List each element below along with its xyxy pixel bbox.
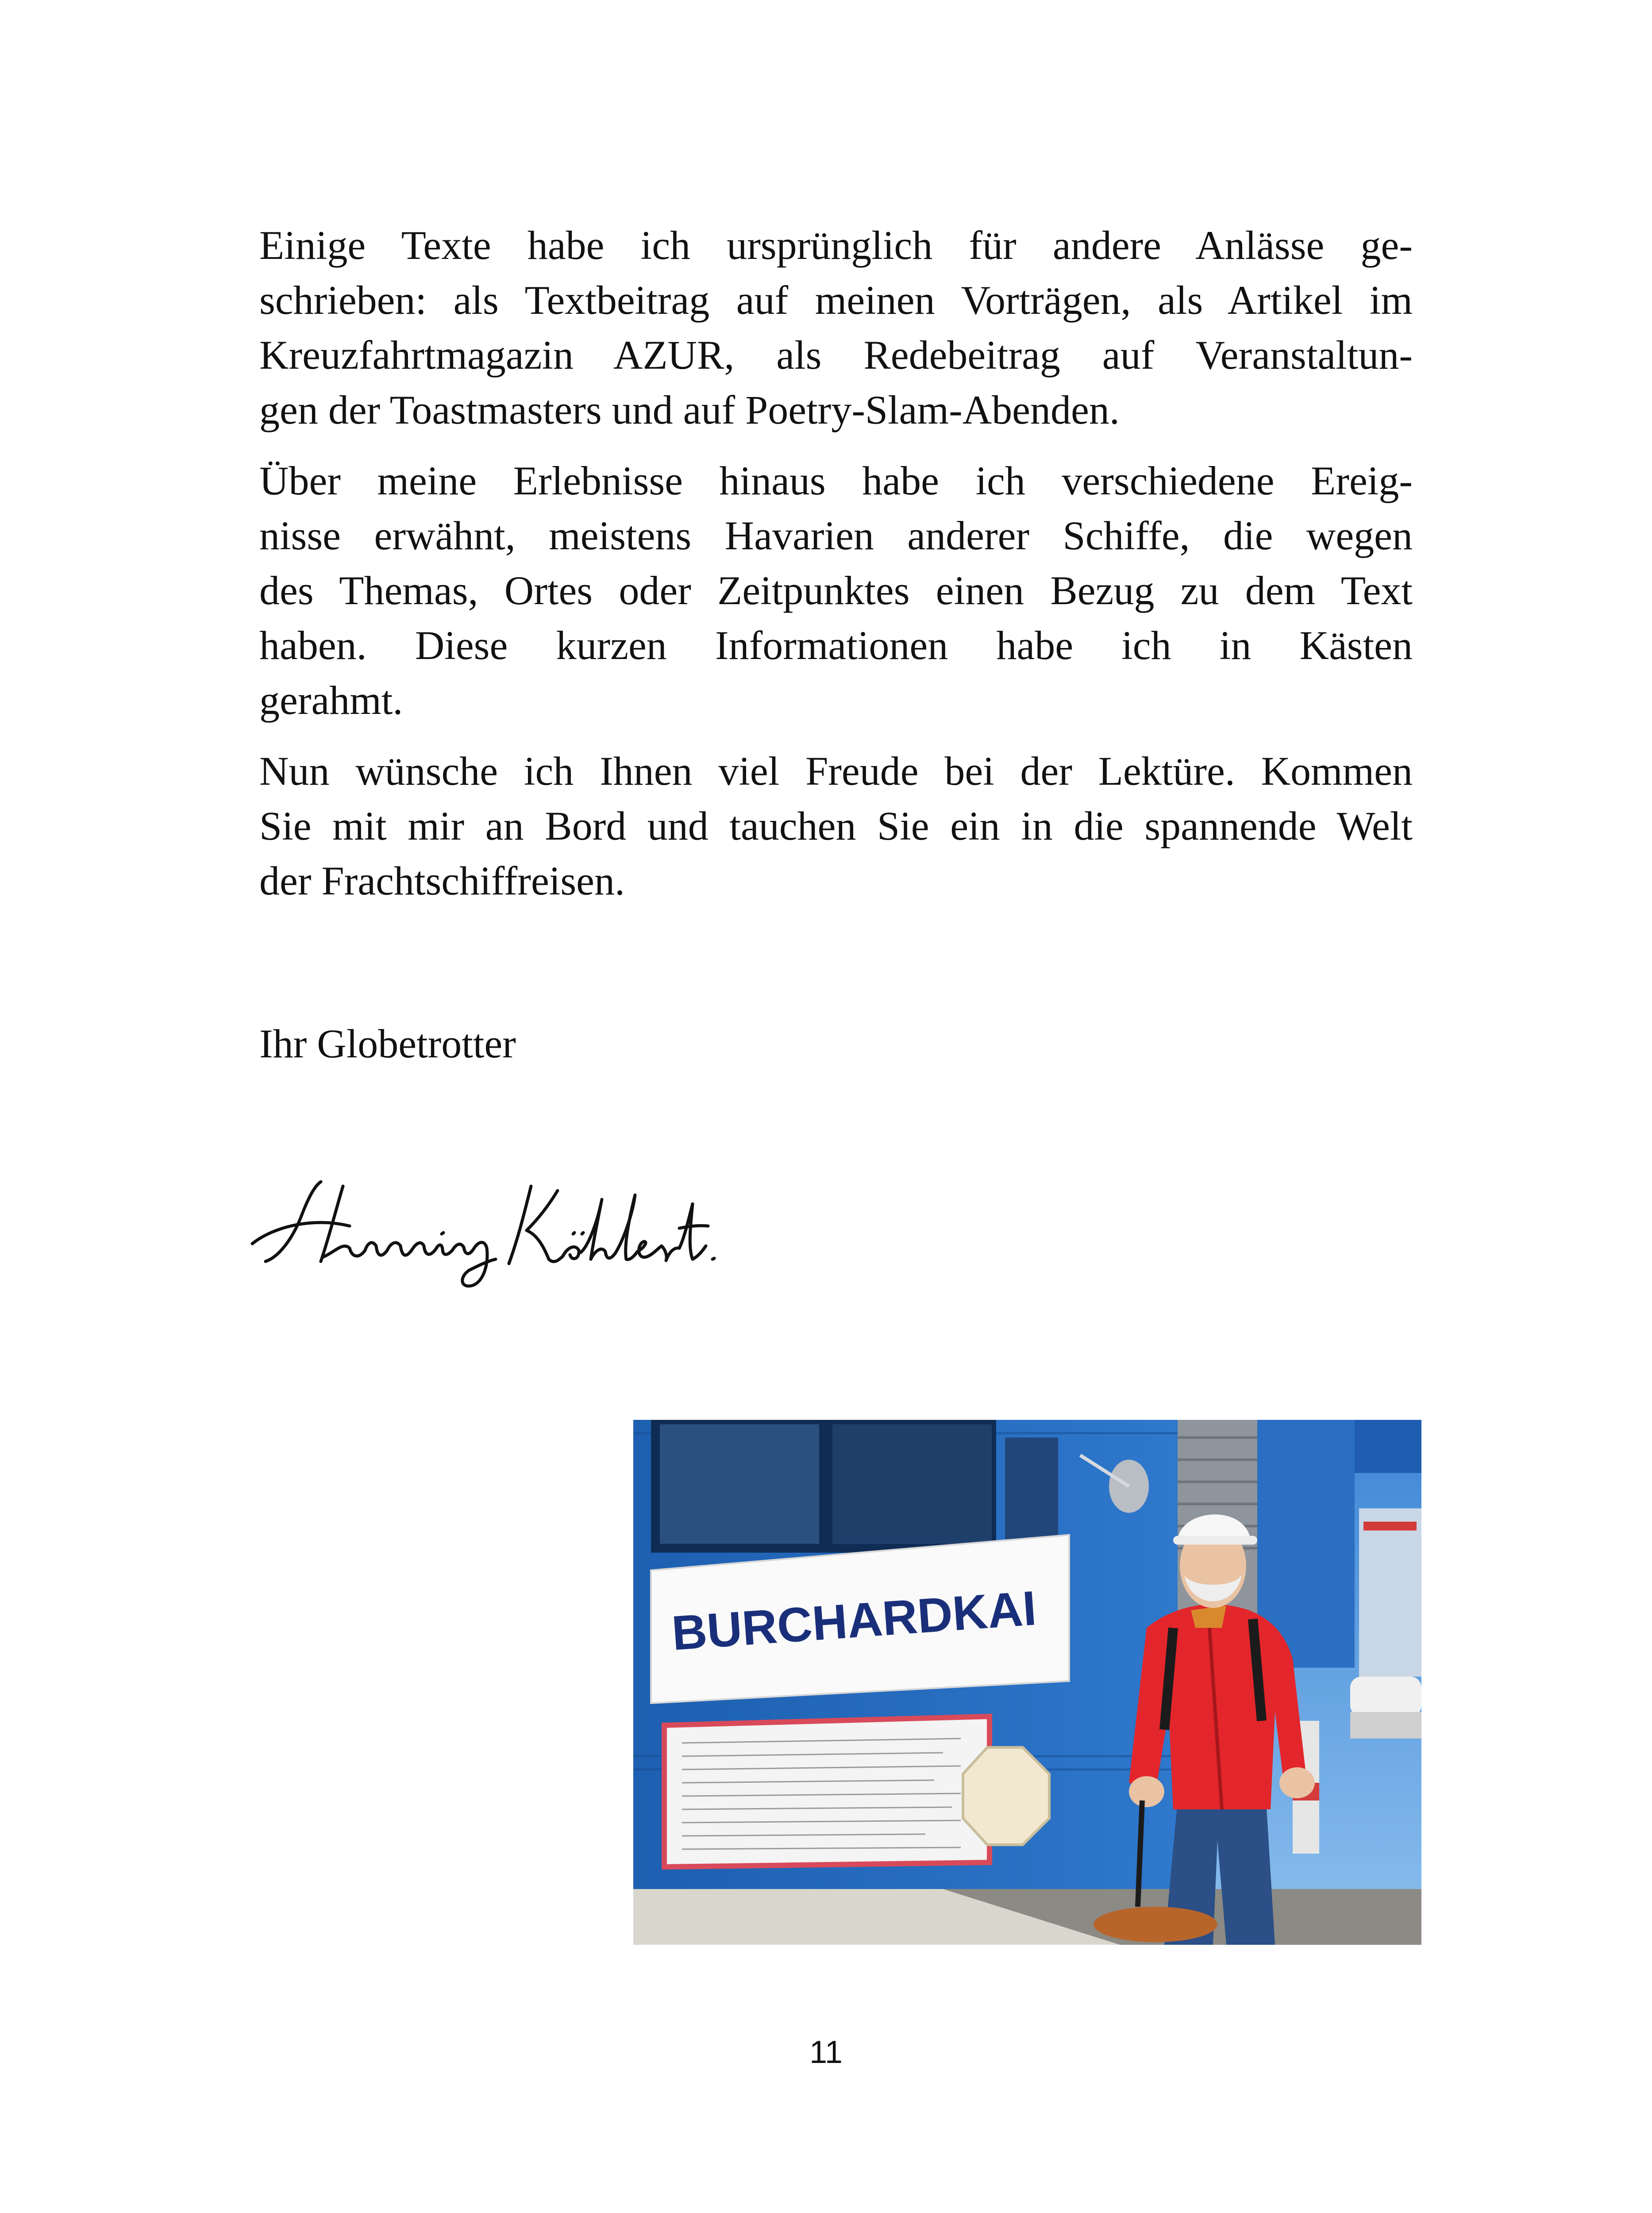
paragraph-1 <box>259 218 1413 437</box>
photo-burchardkai <box>633 1420 1421 1945</box>
paragraph-3 <box>259 744 1413 908</box>
text-line: Kreuzfahrtmagazin AZUR, als Redebeitrag auf Veranstaltun- <box>259 332 1413 378</box>
text-line: haben. Diese kurzen Informationen habe ich in Kästen <box>259 623 1413 668</box>
text-line: Einige Texte habe ich ursprünglich für andere Anlässe ge- <box>259 223 1413 268</box>
closing-line: Ihr Globetrotter <box>259 1021 516 1066</box>
text-line: Über meine Erlebnisse hinaus habe ich verschiedene Ereig- <box>259 458 1413 503</box>
body-text <box>259 218 1413 924</box>
text-line: Nun wünsche ich Ihnen viel Freude bei der Lektüre. Kommen <box>259 748 1413 794</box>
text-line: gen der Toastmasters und auf Poetry-Slam-Abenden. <box>259 387 1120 432</box>
page-number: 11 <box>809 2035 843 2070</box>
text-line: der Frachtschiffreisen. <box>259 858 625 903</box>
text-line: gerahmt. <box>259 678 403 723</box>
text-line: schrieben: als Textbeitrag auf meinen Vorträgen, als Artikel im <box>259 278 1413 323</box>
text-line: Sie mit mir an Bord und tauchen Sie ein in die spannende Welt <box>259 803 1413 848</box>
sign-text: BURCHARDKAI <box>670 1581 1038 1661</box>
handwritten-signature <box>248 1151 805 1301</box>
text-line: des Themas, Ortes oder Zeitpunktes einen Bezug zu dem Text <box>259 568 1413 613</box>
paragraph-2 <box>259 453 1413 728</box>
text-line: nisse erwähnt, meistens Havarien anderer Schiffe, die wegen <box>259 513 1413 558</box>
